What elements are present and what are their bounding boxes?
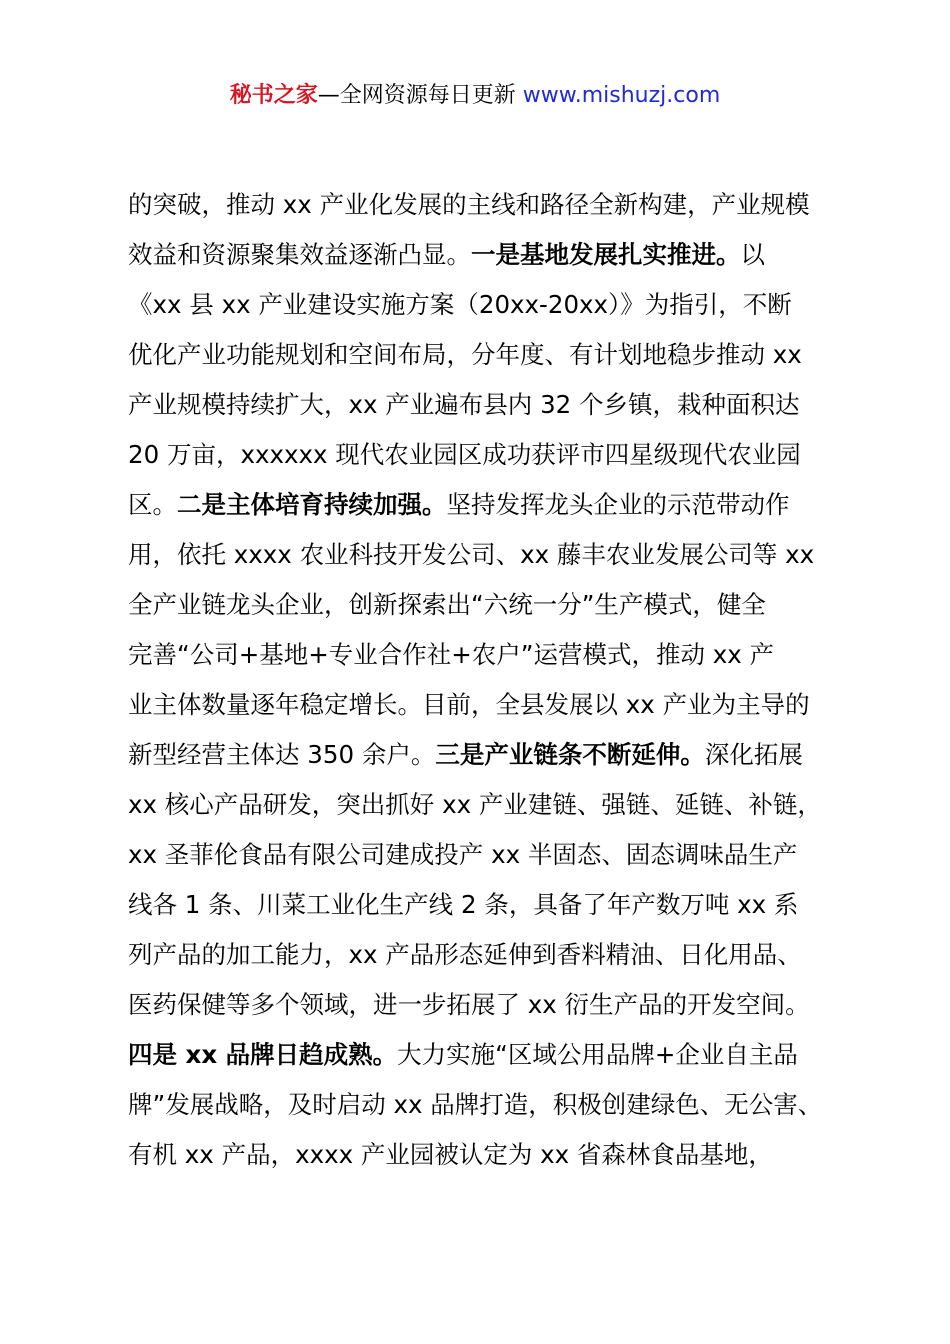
body-text-segment: 深化拓展 — [704, 740, 803, 769]
text-line — [128, 880, 868, 930]
body-text-segment: 线各 1 条、川菜工业化生产线 2 条，具备了年产数万吨 xx 系 — [128, 890, 799, 919]
document-body — [128, 180, 868, 1180]
bold-heading-text: 三是产业链条不断延伸。 — [435, 740, 705, 769]
text-line — [128, 780, 868, 830]
text-line — [128, 680, 868, 730]
text-line — [128, 730, 868, 780]
text-line — [128, 530, 868, 580]
body-text-segment: 区。 — [128, 490, 177, 519]
text-line — [128, 830, 868, 880]
body-text-segment: 大力实施“区域公用品牌+企业自主品 — [397, 1040, 798, 1069]
body-text-segment: 完善“公司+基地+专业合作社+农户”运营模式，推动 xx 产 — [128, 640, 775, 669]
text-line — [128, 580, 868, 630]
text-line — [128, 1030, 868, 1080]
text-line — [128, 1080, 868, 1130]
body-text-segment: 产业规模持续扩大，xx 产业遍布县内 32 个乡镇，栽种面积达 — [128, 390, 800, 419]
body-text-segment: 的突破，推动 xx 产业化发展的主线和路径全新构建，产业规模 — [128, 190, 810, 219]
text-line — [128, 630, 868, 680]
body-text-segment: 《xx 县 xx 产业建设实施方案（20xx-20xx）》为指引，不断 — [128, 290, 792, 319]
body-text-segment: 全产业链龙头企业，创新探索出“六统一分”生产模式，健全 — [128, 590, 766, 619]
bold-heading-text: 二是主体培育持续加强。 — [177, 490, 447, 519]
body-text-segment: xx 核心产品研发，突出抓好 xx 产业建链、强链、延链、补链， — [128, 790, 822, 819]
text-line — [128, 230, 868, 280]
body-text-segment: 用，依托 xxxx 农业科技开发公司、xx 藤丰农业发展公司等 xx — [128, 540, 815, 569]
header-tagline: —全网资源每日更新 — [317, 83, 523, 108]
site-url-link[interactable]: www.mishuzj.com — [522, 83, 721, 108]
body-text-segment: 牌”发展战略，及时启动 xx 品牌打造，积极创建绿色、无公害、 — [128, 1090, 823, 1119]
page-header — [0, 80, 950, 112]
bold-heading-text: 四是 xx 品牌日趋成熟。 — [128, 1040, 398, 1069]
text-line — [128, 180, 868, 230]
text-line — [128, 480, 868, 530]
body-text-segment: 医药保健等多个领域，进一步拓展了 xx 衍生产品的开发空间。 — [128, 990, 810, 1019]
brand-name: 秘书之家 — [229, 83, 318, 108]
body-text-segment: 优化产业功能规划和空间布局，分年度、有计划地稳步推动 xx — [128, 340, 802, 369]
text-line — [128, 380, 868, 430]
body-text-segment: 列产品的加工能力，xx 产品形态延伸到香料精油、日化用品、 — [128, 940, 802, 969]
bold-heading-text: 一是基地发展扎实推进。 — [471, 240, 741, 269]
body-text-segment: 以 — [740, 240, 765, 269]
text-line — [128, 1130, 868, 1180]
body-text-segment: 效益和资源聚集效益逐渐凸显。 — [128, 240, 471, 269]
body-text-segment: 新型经营主体达 350 余户。 — [128, 740, 436, 769]
text-line — [128, 280, 868, 330]
text-line — [128, 980, 868, 1030]
body-text-segment: 业主体数量逐年稳定增长。目前，全县发展以 xx 产业为主导的 — [128, 690, 810, 719]
body-text-segment: 20 万亩，xxxxxx 现代农业园区成功获评市四星级现代农业园 — [128, 440, 801, 469]
text-line — [128, 430, 868, 480]
text-line — [128, 330, 868, 380]
body-text-segment: xx 圣菲伦食品有限公司建成投产 xx 半固态、固态调味品生产 — [128, 840, 798, 869]
body-text-segment: 坚持发挥龙头企业的示范带动作 — [446, 490, 790, 519]
body-text-segment: 有机 xx 产品，xxxx 产业园被认定为 xx 省森林食品基地， — [128, 1140, 773, 1169]
text-line — [128, 930, 868, 980]
